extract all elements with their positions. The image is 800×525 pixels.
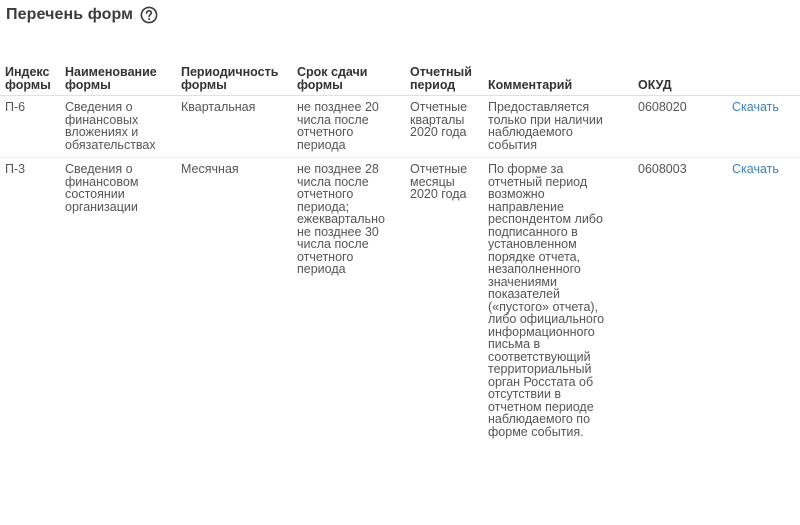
column-header-name: Наименование формы xyxy=(60,60,176,96)
column-header-deadline: Срок сдачи формы xyxy=(292,60,405,96)
forms-table xyxy=(0,60,800,444)
form-deadline: не позднее 28 числа после отчетного периода; ежеквартально не позднее 30 числа после отчетного периода xyxy=(297,162,385,276)
table-row xyxy=(0,158,800,445)
page-title: Перечень форм xyxy=(6,6,134,23)
form-periodicity: Месячная xyxy=(181,162,239,176)
form-okud: 0608003 xyxy=(638,162,687,176)
table-header-row xyxy=(0,60,800,96)
form-index: П-3 xyxy=(5,162,26,176)
column-header-period: Отчетный период xyxy=(405,60,483,96)
form-index: П-6 xyxy=(0,96,60,158)
question-circle-icon[interactable] xyxy=(140,6,158,24)
form-deadline: не позднее 20 числа после отчетного периода xyxy=(292,96,405,158)
form-okud: 0608020 xyxy=(633,96,727,158)
form-comment: Предоставляется только при наличии наблюдаемого события xyxy=(483,96,633,158)
form-comment: По форме за отчетный период возможно направление респондентом либо подписанного в установленном порядке отчета, незаполненного значениями показателей («пустого» отчета), либо официального информационного письма в соответствующий территориальный орган Росстата об отсутствии в отчетном периоде наблюдаемого по форме события. xyxy=(488,162,605,439)
form-name: Сведения о финансовом состоянии организации xyxy=(65,162,139,214)
column-header-periodicity: Периодичность формы xyxy=(176,60,292,96)
download-link[interactable]: Скачать xyxy=(732,162,779,176)
column-header-comment: Комментарий xyxy=(483,60,633,96)
form-period: Отчетные кварталы 2020 года xyxy=(405,96,483,158)
form-periodicity: Квартальная xyxy=(176,96,292,158)
table-row xyxy=(0,96,800,158)
download-link[interactable]: Скачать xyxy=(732,100,779,114)
column-header-download xyxy=(727,60,800,96)
column-header-okud: ОКУД xyxy=(633,60,727,96)
page-header xyxy=(6,6,158,24)
form-period: Отчетные месяцы 2020 года xyxy=(410,162,468,201)
form-name: Сведения о финансовых вложениях и обязательствах xyxy=(60,96,176,158)
column-header-index: Индекс формы xyxy=(0,60,60,96)
